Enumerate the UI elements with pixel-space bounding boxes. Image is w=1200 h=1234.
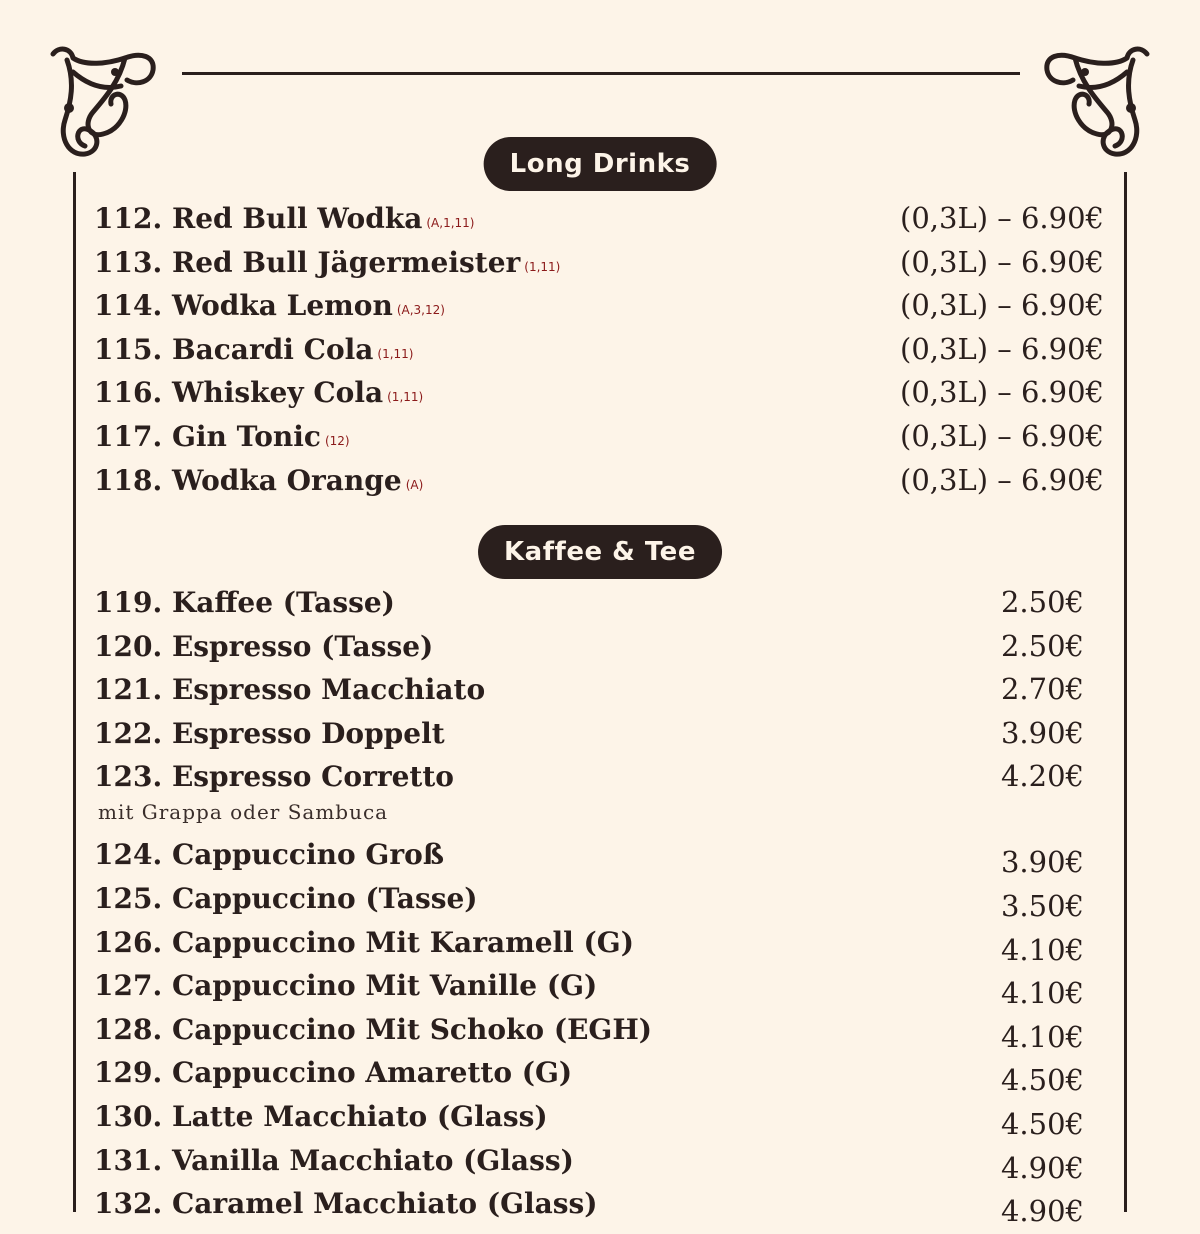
menu-item [94, 625, 1084, 669]
menu-item [94, 371, 1104, 415]
item-name: 115. Bacardi Cola [94, 332, 374, 366]
menu-item [94, 921, 1084, 965]
menu-item [94, 241, 1104, 285]
item-allergens: (A,3,12) [396, 303, 445, 318]
menu-item [94, 668, 1084, 712]
item-price: (0,3L) – 6.90€ [900, 201, 1104, 235]
item-price: (0,3L) – 6.90€ [900, 244, 1104, 279]
menu-item [94, 833, 1084, 880]
item-name: 127. Cappuccino Mit Vanille (G) [94, 969, 598, 1003]
item-price: 3.50€ [1000, 888, 1084, 923]
item-name: 117. Gin Tonic [94, 419, 321, 453]
menu-item [94, 1182, 1084, 1229]
item-price: (0,3L) – 6.90€ [900, 331, 1104, 366]
menu-item [94, 964, 1084, 1011]
menu-item [94, 1095, 1084, 1139]
item-name: 113. Red Bull Jägermeister [94, 245, 521, 279]
corner-ornament-icon [45, 42, 160, 167]
menu-item [94, 197, 1104, 241]
item-price: 4.10€ [1000, 1019, 1084, 1054]
right-border [1124, 172, 1127, 1212]
menu-item [94, 755, 1084, 833]
item-name: 130. Latte Macchiato (Glass) [94, 1099, 548, 1133]
kaffee-tee-list [94, 581, 1084, 1229]
item-name: 116. Whiskey Cola [94, 376, 384, 410]
section-title-kaffee-tee: Kaffee & Tee [478, 525, 722, 579]
item-price: 2.50€ [1000, 628, 1084, 663]
item-price: 4.20€ [1000, 759, 1084, 794]
menu-item [94, 581, 1084, 625]
item-price: 4.90€ [1000, 1150, 1084, 1185]
item-price: 3.90€ [1000, 715, 1084, 750]
item-name: 120. Espresso (Tasse) [94, 629, 434, 663]
item-allergens: (1,11) [524, 259, 561, 274]
item-price: 4.90€ [1000, 1194, 1084, 1229]
item-name: 125. Cappuccino (Tasse) [94, 881, 478, 915]
menu-item [94, 459, 1104, 503]
item-name: 114. Wodka Lemon [94, 289, 393, 323]
item-price: 2.70€ [1000, 672, 1084, 707]
item-price: (0,3L) – 6.90€ [900, 462, 1104, 497]
section-title-long-drinks: Long Drinks [484, 137, 717, 191]
item-name: 122. Espresso Doppelt [94, 716, 445, 750]
item-name: 123. Espresso Corretto [94, 760, 454, 794]
item-name: 129. Cappuccino Amaretto (G) [94, 1056, 573, 1090]
item-name: 112. Red Bull Wodka [94, 202, 423, 235]
corner-ornament-icon [1040, 42, 1155, 167]
item-name: 118. Wodka Orange [94, 463, 402, 497]
menu-item [94, 877, 1084, 921]
item-price: 4.50€ [1000, 1106, 1084, 1141]
item-name: 121. Espresso Macchiato [94, 673, 486, 707]
item-price: (0,3L) – 6.90€ [900, 418, 1104, 453]
item-name: 119. Kaffee (Tasse) [94, 586, 395, 619]
item-price: (0,3L) – 6.90€ [900, 375, 1104, 410]
item-name: 132. Caramel Macchiato (Glass) [94, 1187, 598, 1221]
item-price: 4.10€ [1000, 932, 1084, 967]
item-price: (0,3L) – 6.90€ [900, 288, 1104, 323]
menu-item [94, 284, 1104, 328]
item-price: 4.10€ [1000, 976, 1084, 1011]
item-name: 124. Cappuccino Groß [94, 838, 445, 872]
menu-item [94, 1139, 1084, 1183]
item-allergens: (1,11) [377, 346, 414, 361]
item-price: 4.50€ [1000, 1063, 1084, 1098]
menu-item [94, 1008, 1084, 1052]
item-name: 126. Cappuccino Mit Karamell (G) [94, 925, 634, 959]
menu-item [94, 712, 1084, 756]
item-subtitle: mit Grappa oder Sambuca [98, 799, 389, 824]
item-allergens: (12) [324, 433, 350, 448]
item-price: 3.90€ [1000, 845, 1084, 880]
menu-item [94, 415, 1104, 459]
long-drinks-list [94, 197, 1104, 502]
menu-item [94, 1051, 1084, 1098]
item-price: 2.50€ [1000, 585, 1084, 619]
top-divider [182, 72, 1020, 75]
item-allergens: (A) [405, 477, 424, 492]
item-name: 131. Vanilla Macchiato (Glass) [94, 1143, 574, 1177]
item-allergens: (1,11) [387, 390, 424, 405]
menu-item [94, 328, 1104, 372]
item-name: 128. Cappuccino Mit Schoko (EGH) [94, 1012, 653, 1046]
item-allergens: (A,1,11) [426, 216, 475, 230]
left-border [73, 172, 76, 1212]
